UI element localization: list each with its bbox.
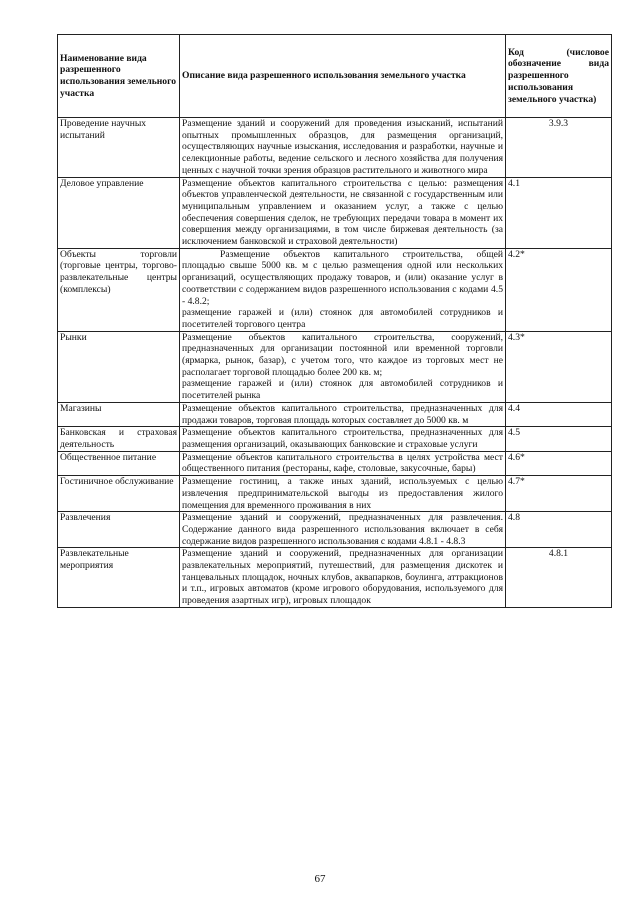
description-paragraph: размещение гаражей и (или) стоянок для автомобилей сотрудников и посетителей торгового центра bbox=[182, 307, 503, 330]
row-description bbox=[180, 451, 506, 475]
row-description bbox=[180, 512, 506, 548]
table-row bbox=[58, 248, 612, 331]
description-paragraph: Размещение объектов капитального строительства, предназначенных для размещения организаций, оказывающих банковские и страховые услуги bbox=[182, 427, 503, 450]
row-description bbox=[180, 248, 506, 331]
row-code: 4.6* bbox=[506, 451, 612, 475]
table-row bbox=[58, 118, 612, 178]
table-row bbox=[58, 476, 612, 512]
row-name: Развлекательные мероприятия bbox=[58, 548, 180, 608]
page-number: 67 bbox=[314, 873, 326, 885]
row-description bbox=[180, 476, 506, 512]
row-description bbox=[180, 427, 506, 451]
description-paragraph: Размещение объектов капитального строительства с целью: размещения объектов управленческой деятельности, не связанной с государственным или муниципальным управлением и оказанием услуг, а также с целью обеспечения совершения сделок, не требующих передачи товара в момент их совершения между организациями, в том числе биржевая деятельность (за исключением банковской и страховой деятельности) bbox=[182, 177, 503, 248]
row-code: 4.5 bbox=[506, 427, 612, 451]
row-code: 3.9.3 bbox=[506, 118, 612, 178]
table-row bbox=[58, 402, 612, 426]
row-description bbox=[180, 331, 506, 402]
row-name: Гостиничное обслуживание bbox=[58, 476, 180, 512]
row-code: 4.7* bbox=[506, 476, 612, 512]
description-paragraph: Размещение зданий и сооружений, предназначенных для организации развлекательных мероприятий, путешествий, для размещения дискотек и танцевальных площадок, ночных клубов, аквапарков, боулинга, аттракционов и т.п., игровых автоматов (кроме игрового оборудования, используемого для проведения азартных игр), игровых площадок bbox=[182, 548, 503, 607]
description-paragraph: Размещение зданий и сооружений, предназначенных для развлечения. Содержание данного вида разрешенного использования включает в себя содержание видов разрешенного использования с кодами 4.8.1 - 4.8.3 bbox=[182, 512, 503, 547]
table-row bbox=[58, 331, 612, 402]
table-row bbox=[58, 451, 612, 475]
row-description bbox=[180, 177, 506, 248]
table-row bbox=[58, 548, 612, 608]
description-paragraph: Размещение объектов капитального строительства, сооружений, предназначенных для организации постоянной или временной торговли (ярмарка, рынок, базар), с учетом того, что каждое из торговых мест не располагает торговой площадью более 200 кв. м; bbox=[182, 331, 503, 378]
row-name: Проведение научных испытаний bbox=[58, 118, 180, 178]
row-name: Банковская и страховая деятельность bbox=[58, 427, 180, 451]
row-name: Рынки bbox=[58, 331, 180, 402]
row-name: Магазины bbox=[58, 402, 180, 426]
row-code: 4.1 bbox=[506, 177, 612, 248]
description-paragraph: Размещение зданий и сооружений для проведения изысканий, испытаний опытных промышленных образцов, для размещения организаций, осуществляющих научные изыскания, исследования и разработки, научные и селекционные работы, ведение сельского и лесного хозяйства для получения ценных с научной точки зрения образцов растительного и животного мира bbox=[182, 118, 503, 176]
table-header-row bbox=[58, 35, 612, 118]
description-paragraph: Размещение объектов капитального строительства в целях устройства мест общественного питания (рестораны, кафе, столовые, закусочные, бары) bbox=[182, 451, 503, 475]
row-description bbox=[180, 402, 506, 426]
description-paragraph: Размещение гостиниц, а также иных зданий, используемых с целью извлечения предпринимательской выгоды из предоставления жилого помещения для временного проживания в них bbox=[182, 476, 503, 511]
table-row bbox=[58, 177, 612, 248]
row-code: 4.4 bbox=[506, 402, 612, 426]
row-description bbox=[180, 118, 506, 178]
table-row bbox=[58, 512, 612, 548]
row-description bbox=[180, 548, 506, 608]
table-row bbox=[58, 427, 612, 451]
document-page bbox=[57, 34, 611, 608]
row-name: Деловое управление bbox=[58, 177, 180, 248]
description-paragraph: Размещение объектов капитального строительства, общей площадью свыше 5000 кв. м с целью размещения одной или нескольких организаций, осуществляющих продажу товаров, и (или) оказание услуг в соответствии с содержанием видов разрешенного использования с кодами 4.5 - 4.8.2; bbox=[182, 248, 503, 307]
row-name: Объекты торговли (торговые центры, торгово-развлекательные центры (комплексы) bbox=[58, 248, 180, 331]
row-name: Общественное питание bbox=[58, 451, 180, 475]
header-code: Код (числовое обозначение вида разрешенного использования земельного участка) bbox=[506, 35, 612, 118]
row-code: 4.3* bbox=[506, 331, 612, 402]
row-code: 4.2* bbox=[506, 248, 612, 331]
land-use-table bbox=[57, 34, 612, 608]
row-code: 4.8 bbox=[506, 512, 612, 548]
header-description: Описание вида разрешенного использования земельного участка bbox=[180, 35, 506, 118]
row-code: 4.8.1 bbox=[506, 548, 612, 608]
description-paragraph: размещение гаражей и (или) стоянок для автомобилей сотрудников и посетителей рынка bbox=[182, 378, 503, 402]
header-name: Наименование вида разрешенного использования земельного участка bbox=[58, 35, 180, 118]
description-paragraph: Размещение объектов капитального строительства, предназначенных для продажи товаров, торговая площадь которых составляет до 5000 кв. м bbox=[182, 402, 503, 426]
row-name: Развлечения bbox=[58, 512, 180, 548]
